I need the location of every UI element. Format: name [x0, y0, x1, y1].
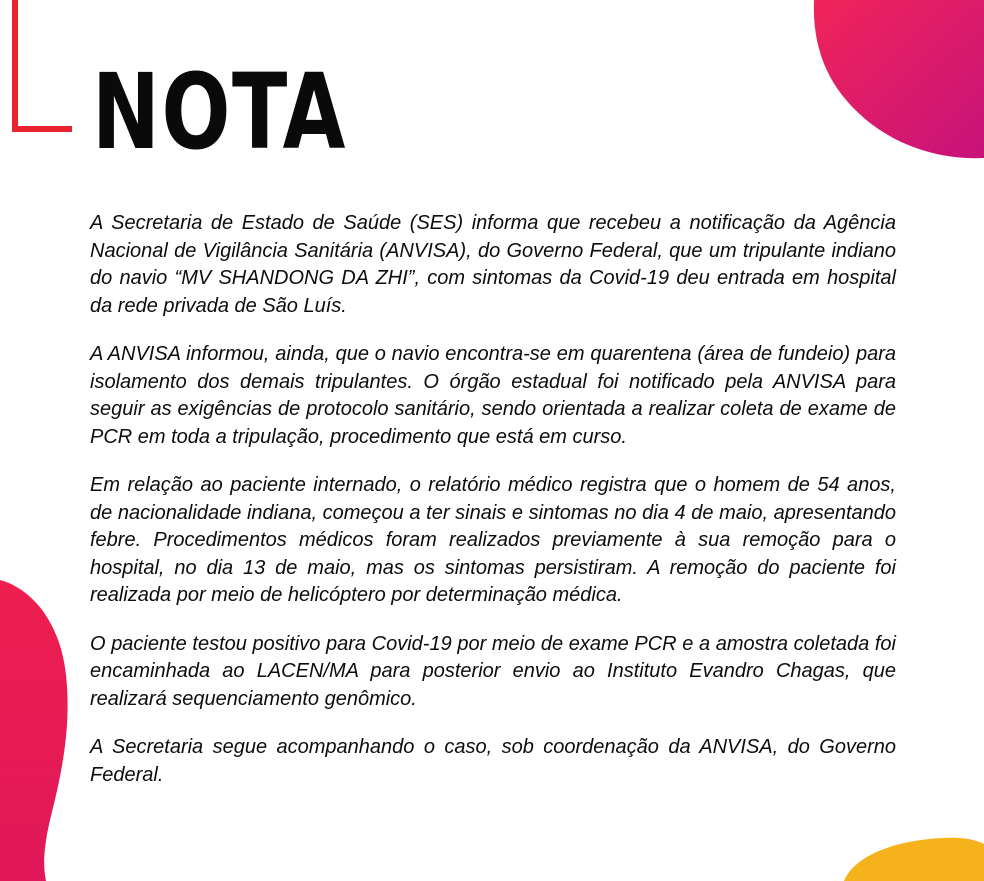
notice-body: [90, 210, 896, 810]
decorative-blob-top-right: [804, 0, 984, 160]
paragraph-3: Em relação ao paciente internado, o relatório médico registra que o homem de 54 anos, de nacionalidade indiana, começou a ter sinais e sintomas no dia 4 de maio, apresentando febre. Procedimentos médicos foram realizados previamente à sua remoção para o hospital, no dia 13 de maio, mas os sintomas persistiram. A remoção do paciente foi realizada por meio de helicóptero por determinação médica.: [90, 474, 896, 606]
paragraph-5: A Secretaria segue acompanhando o caso, sob coordenação da ANVISA, do Governo Federal.: [90, 736, 896, 786]
red-corner-bracket: [0, 0, 72, 132]
page-title: NOTA: [92, 51, 347, 173]
paragraph-4: O paciente testou positivo para Covid-19 por meio de exame PCR e a amostra coletada foi encaminhada ao LACEN/MA para posterior envio ao Instituto Evandro Chagas, que realizará sequenciamento genômico.: [90, 632, 896, 710]
decorative-blob-bottom-right: [844, 836, 984, 881]
paragraph-2: A ANVISA informou, ainda, que o navio encontra-se em quarentena (área de fundeio) para isolamento dos demais tripulantes. O órgão estadual foi notificado pela ANVISA para seguir as exigências de protocolo sanitário, sendo orientada a realizar coleta de exame de PCR em toda a tripulação, procedimento que está em curso.: [90, 343, 896, 448]
paragraph-1: A Secretaria de Estado de Saúde (SES) informa que recebeu a notificação da Agência Nacional de Vigilância Sanitária (ANVISA), do Governo Federal, que um tripulante indiano do navio “MV SHANDONG DA ZHI”, com sintomas da Covid-19 deu entrada em hospital da rede privada de São Luís.: [90, 212, 896, 317]
decorative-blob-left: [0, 580, 80, 881]
